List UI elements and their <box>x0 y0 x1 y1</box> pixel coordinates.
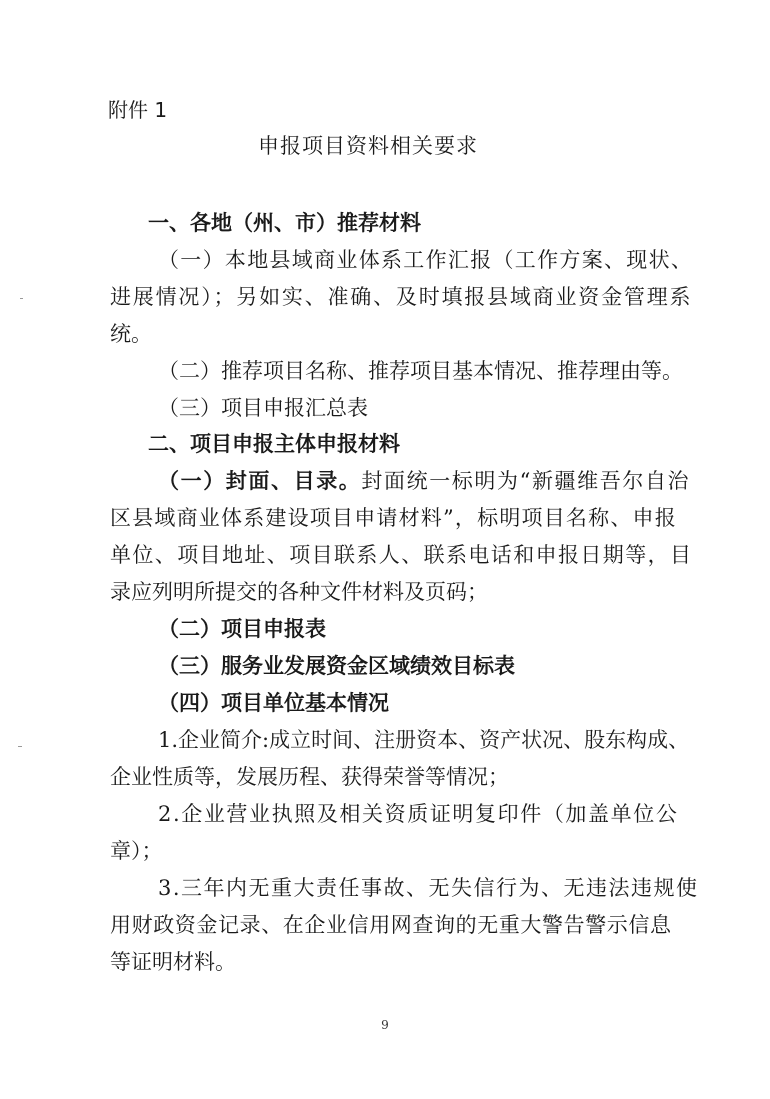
cover-line1-rest: 封面统一标明为“新疆维吾尔自治 <box>361 469 691 493</box>
section2-item3: （三）服务业发展资金区域绩效目标表 <box>158 653 515 678</box>
section1-item1-line3: 统。 <box>110 322 152 346</box>
sub2-line1: 2.企业营业执照及相关资质证明复印件（加盖单位公 <box>158 802 679 826</box>
sub3-line3: 等证明材料。 <box>110 950 236 974</box>
section1-item1-line1: （一）本地县域商业体系工作汇报（工作方案、现状、 <box>158 248 694 272</box>
scan-speck <box>20 298 23 299</box>
attachment-label: 附件 1 <box>108 98 168 122</box>
page-title: 申报项目资料相关要求 <box>258 134 478 158</box>
section1-item3: （三）项目申报汇总表 <box>158 396 368 420</box>
sub1-line1: 1.企业简介:成立时间、注册资本、资产状况、股东构成、 <box>158 728 690 752</box>
section2-cover-line3: 单位、项目地址、项目联系人、联系电话和申报日期等，目 <box>110 543 693 567</box>
cover-label: （一）封面、目录。 <box>158 468 362 493</box>
section2-cover-line2: 区县域商业体系建设项目申请材料”，标明项目名称、申报 <box>110 506 677 530</box>
sub1-line2: 企业性质等，发展历程、获得荣誉等情况； <box>110 765 509 789</box>
sub2-line2: 章）； <box>110 839 163 863</box>
section2-item4: （四）项目单位基本情况 <box>158 690 389 715</box>
section1-item2: （二）推荐项目名称、推荐项目基本情况、推荐理由等。 <box>158 359 683 383</box>
sub3-line2: 用财政资金记录、在企业信用网查询的无重大警告警示信息 <box>110 913 672 937</box>
section2-item2: （二）项目申报表 <box>158 616 326 641</box>
section2-heading: 二、项目申报主体申报材料 <box>148 432 400 456</box>
section1-item1-line2: 进展情况）；另如实、准确、及时填报县域商业资金管理系 <box>110 285 693 309</box>
section2-cover-line1 <box>158 467 690 495</box>
section1-heading: 一、各地（州、市）推荐材料 <box>148 211 421 235</box>
sub3-line1: 3.三年内无重大责任事故、无失信行为、无违法违规使 <box>158 876 699 900</box>
scan-speck <box>18 746 22 747</box>
page-number: 9 <box>381 1018 389 1032</box>
section2-cover-line4: 录应列明所提交的各种文件材料及页码； <box>110 580 488 604</box>
